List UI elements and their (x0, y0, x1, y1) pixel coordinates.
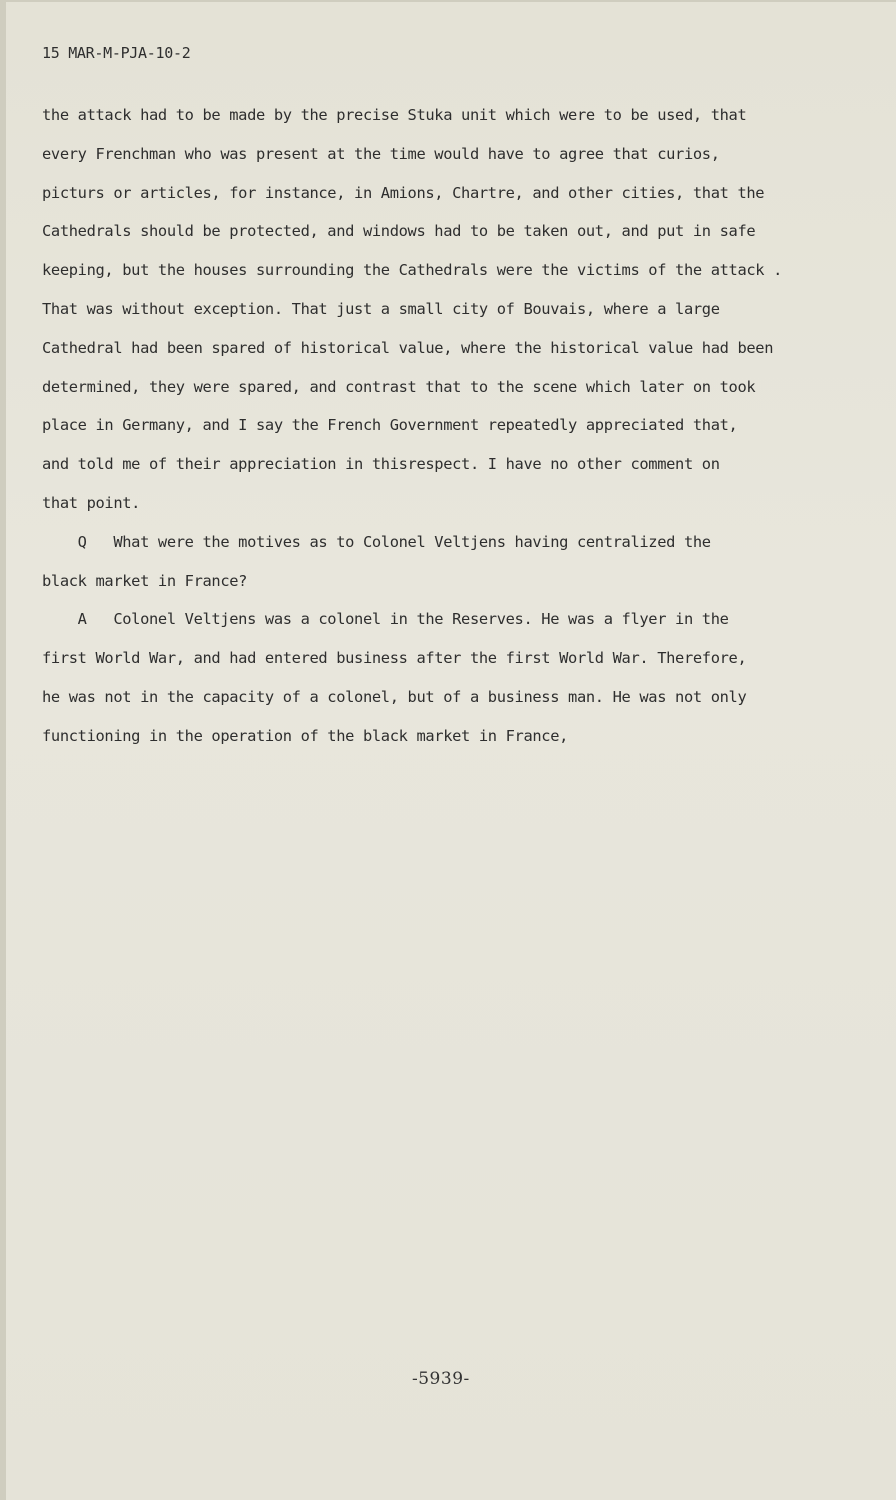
text-line: he was not in the capacity of a colonel, but of a business man. He was not only (42, 687, 747, 706)
text-line: determined, they were spared, and contrast that to the scene which later on took (42, 377, 756, 396)
text-line: that point. (42, 493, 141, 512)
text-line: That was without exception. That just a small city of Bouvais, where a large (42, 299, 720, 318)
text-line: first World War, and had entered business after the first World War. Therefore, (42, 649, 747, 668)
text-line: picturs or articles, for instance, in Amions, Chartre, and other cities, that the (42, 183, 765, 202)
text-line: black market in France? (42, 571, 248, 590)
answer-line: A Colonel Veltjens was a colonel in the Reserves. He was a flyer in the (42, 610, 729, 629)
transcript-body (42, 96, 842, 756)
text-line: Cathedral had been spared of historical value, where the historical value had been (42, 338, 774, 357)
text-line: Cathedrals should be protected, and windows had to be taken out, and put in safe (42, 222, 756, 241)
text-line: keeping, but the houses surrounding the Cathedrals were the victims of the attack . (42, 261, 783, 280)
text-line: functioning in the operation of the black market in France, (42, 726, 569, 745)
page-number: -5939- (412, 1369, 470, 1389)
text-line: place in Germany, and I say the French Government repeatedly appreciated that, (42, 416, 738, 435)
text-line: every Frenchman who was present at the time would have to agree that curios, (42, 144, 720, 163)
text-line: the attack had to be made by the precise Stuka unit which were to be used, that (42, 106, 747, 124)
document-id: 15 MAR-M-PJA-10-2 (42, 44, 191, 62)
question-line: Q What were the motives as to Colonel Veltjens having centralized the (42, 532, 711, 551)
text-line: and told me of their appreciation in thisrespect. I have no other comment on (42, 455, 720, 474)
